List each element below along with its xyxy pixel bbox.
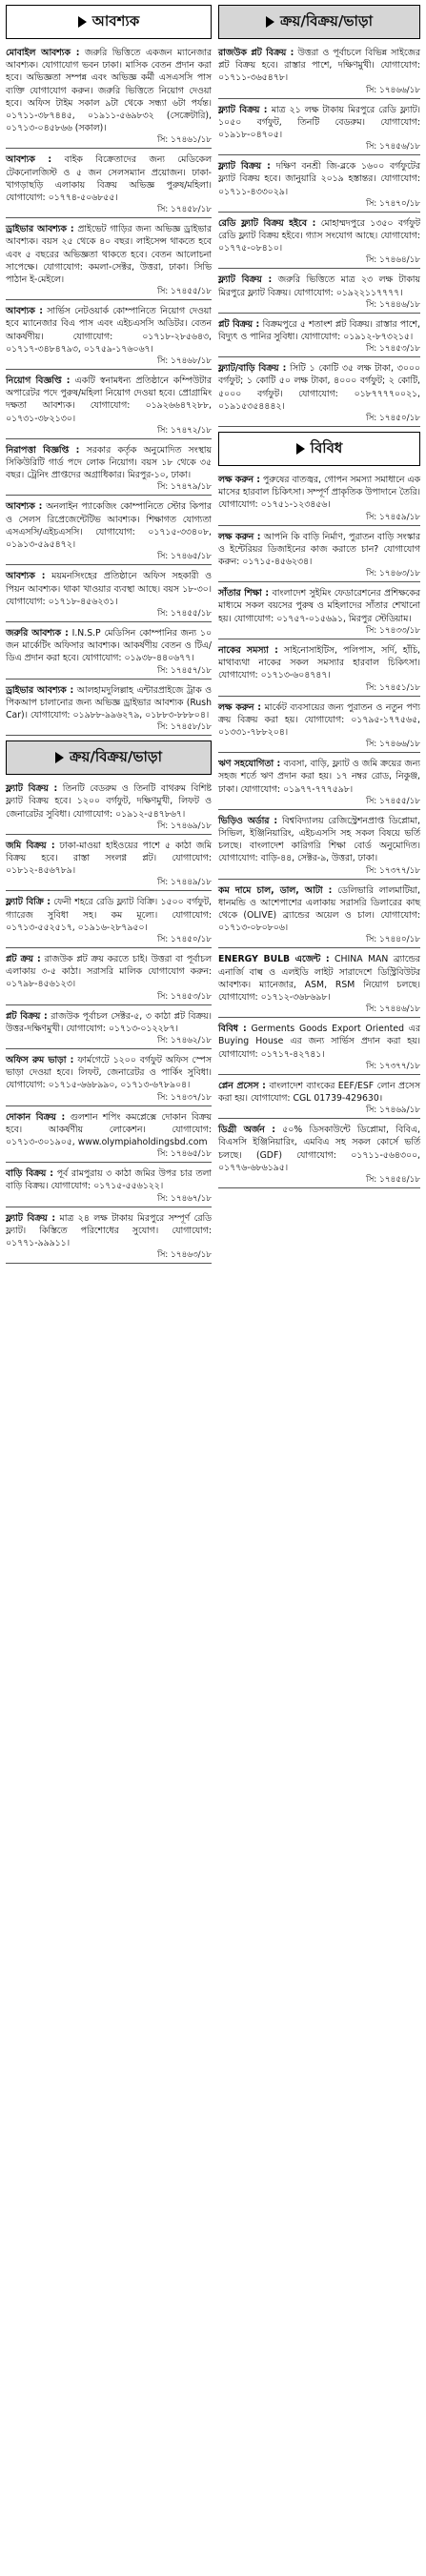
ad-heading: প্লট ক্রয় :	[6, 953, 41, 964]
ad-reference-code: সি: ১৭৪৫৪/১৮	[218, 1174, 420, 1188]
ad-heading: জমি বিক্রয় :	[6, 840, 55, 851]
ad-reference-code: সি: ১৭৪৪৯/১৮	[6, 877, 212, 891]
buy-sell-ads-list	[6, 781, 212, 1264]
ad-reference-code: সি: ১৭৪৭২/১৮	[6, 425, 212, 439]
ad-heading: ফ্ল্যাট/বাড়ি বিক্রয় :	[218, 363, 287, 375]
ad-body: সাইনোসাইটিস, পলিপাস, সর্দি, হাঁচি, মাথাব্যথা নাকের সকল সমস্যার হারবাল চিকিৎসা। যোগাযোগ: ০১৭১৩-৬০৪৭৪৭।	[218, 644, 420, 681]
classified-ad	[6, 1166, 212, 1192]
ad-reference-code: সি: ১৭৪৬৫/১৮	[6, 551, 212, 565]
ad-body: মাত্র ২১ লক্ষ টাকায় মিরপুরে রেডি ফ্ল্যাট। ১০৫০ বর্গফুট, তিনটি বেডরুম। যোগাযোগ: ০১৯১৮-০৪৭০৫।	[218, 104, 420, 141]
arrow-marker-icon	[78, 16, 87, 28]
ad-heading: লক্ষ করুন :	[218, 475, 260, 486]
ad-heading: ড্রাইভার আবশ্যক :	[6, 224, 74, 235]
ad-heading: রাজউক প্লট বিক্রয় :	[218, 48, 294, 58]
ad-heading: বিবিধ :	[218, 1024, 247, 1035]
ad-reference-code: সি: ১৭৪৫৮/১৮	[6, 204, 212, 218]
classified-ad	[218, 472, 420, 512]
classified-ad	[6, 221, 212, 286]
ad-body: সিটি ১ কোটি ৩৫ লক্ষ টাকা, ৩০০০ বর্গফুট; ১ কোটি ৫০ লক্ষ টাকা, ৪০০০ বর্গফুট; ২ কোটি, ৫০০০ বর্গফুট। যোগাযোগ: ০১৮৭৭৭৭০০২১, ০১৯১৫৩৫৪৪৪২।	[218, 363, 420, 412]
ad-body: Germents Goods Export Oriented এর Buying House এর জন্য সার্ভিস প্রদান করা হয়। যোগাযোগ: ০১৭১৭-৪২৭৪১।	[218, 1024, 420, 1060]
ad-body: পুরুষের বাতজ্বর, গোপন সমস্যা সমাধানে এক মাসের হারবাল চিকিৎসা। সম্পূর্ণ প্রাকৃতিক উপাদানে তৈরি। যোগাযোগ: ০১৭৫১-১২৩৪৫৬।	[218, 475, 420, 511]
ad-body: সার্ভিস নেটওয়ার্ক কোম্পানিতে নিয়োগ দেওয়া হবে ম্যানেজার বিএ পাস এবং এইচএসসি অডিটর। বেতন আকর্ষণীয়। যোগাযোগ: ০১৭১৮-২৮৫৬৪৩, ০১৭১৭-৩৪৮৪৭৯৩, ০১৭৫৯-১৭৬০৬৭।	[6, 306, 212, 355]
ad-body: দক্ষিণ বনশ্রী জি-ব্লকে ১৬০০ বর্গফুটের ফ্ল্যাট বিক্রয় হবে। জানুয়ারি ২০১৯ হস্তান্তর। যোগাযোগ: ০১৭১১-৪৩৩০২৯।	[218, 161, 420, 197]
ad-body: একটি স্বনামধন্য প্রতিষ্ঠানে কম্পিউটার অপারেটর পদে পুরুষ/মহিলা নিয়োগ দেওয়া হবে। প্রোগ্রামিং দক্ষতা আবশ্যক। যোগাযোগ: ০১৯২৬৬৪৭২৮৮, ০১৭৩১-৩৮২১৩০।	[6, 375, 212, 424]
ad-body: ময়মনসিংহের প্রতিষ্ঠানে অফিস সহকারী ও পিয়ন আবশ্যক। থাকা খাওয়ার ব্যবস্থা আছে। বয়স ১৮-৩০। যোগাযোগ: ০১৭১৮-৪৫৬২৩১।	[6, 571, 212, 607]
ad-heading: সাঁতার শিক্ষা :	[218, 588, 270, 599]
classified-ad	[6, 303, 212, 355]
ad-reference-code: সি: ১৭৪৬৯/১৮	[218, 1105, 420, 1119]
ad-heading: কম দামে চাল, ডাল, আটা :	[218, 884, 333, 896]
ad-heading: ফ্ল্যাট বিক্রয় :	[6, 1212, 56, 1224]
ad-reference-code: সি: ১৭৪৫৫/১৮	[6, 608, 212, 622]
ad-reference-code: সি: ১৭৪৫৩/১৮	[6, 991, 212, 1005]
classified-ad	[6, 625, 212, 665]
ad-heading: আবশ্যক :	[6, 154, 52, 166]
arrow-marker-icon	[296, 443, 305, 455]
ad-body: মার্কেট ব্যবসায়ের জন্য পুরাতন ও নতুন পণ্য ক্রয় বিক্রয় করা হয়। যোগাযোগ: ০১৭৯৫-১৭৭৫৬৫, ০১৩৩১-৭৮৮২০৪।	[218, 701, 421, 738]
ad-heading: ফ্ল্যাট বিক্রি :	[6, 897, 51, 908]
section-header-buy-sell-rent-right: ক্রয়/বিক্রয়/ভাড়া	[218, 5, 420, 39]
ad-heading: লক্ষ করুন :	[218, 531, 261, 542]
ad-reference-code: সি: ১৭৪৬৪/১৮	[218, 254, 420, 269]
ad-reference-code: সি: ১৭৪৫৯/১৮	[218, 512, 420, 526]
misc-ads-list	[218, 472, 420, 1188]
ad-reference-code: সি: ১৭৪৭৯/১৮	[6, 481, 212, 496]
ad-body: ডেলিভারি লালমাটিয়া, ধানমন্ডি ও আশেপাশের এলাকায় সরাসরি ডিলারের কাছ থেকে (OLIVE) ব্র্যান্ডের অয়েল ও চাল। যোগাযোগ: ০১৭১৩-০৮০৮০৬।	[218, 884, 420, 934]
ad-heading: আবশ্যক :	[6, 571, 46, 582]
ad-body: মাত্র ২৪ লক্ষ টাকায় মিরপুরে সম্পূর্ণ রেডি ফ্ল্যাট। কিস্তিতে পরিশোধের সুযোগ। যোগাযোগ: ০১৭৭১-৯৯৯১১।	[6, 1212, 212, 1248]
ad-heading: মোবাইল আবশ্যক :	[6, 48, 80, 58]
classified-ad	[218, 102, 420, 142]
classified-ad	[6, 838, 212, 878]
classified-ad	[218, 1122, 420, 1174]
ad-body: রাজউক প্লট ক্রয় করতে চাই। উত্তরা বা পূর্বাচল এলাকায় ৩-৫ কাঠা। সরাসরি মালিক যোগাযোগ করুন: ০১৭৯৮-৪৫৬১২৩।	[6, 953, 213, 990]
ad-body: তিনটি বেডরুম ও তিনটি বাথরুম বিশিষ্ট ফ্ল্যাট বিক্রয় হবে। ১২০০ বর্গফুট, দক্ষিণমুখী, লিফট ও জেনারেটর সুবিধা। যোগাযোগ: ০১৯১২-৫৪৭৮৬৭।	[6, 783, 212, 820]
classified-ad	[218, 951, 420, 1004]
classified-ad	[6, 1210, 212, 1250]
ad-body: মোহাম্মদপুরে ১৩৫০ বর্গফুট রেডি ফ্ল্যাট বিক্রয় হইবে। গ্যাস সংযোগ আছে। যোগাযোগ: ০১৭৭৫-০৮৪১০।	[218, 217, 420, 254]
ad-body: ব্যবসা, বাড়ি, ফ্ল্যাট ও জমি ক্রয়ের জন্য সহজ শর্তে ঋণ প্রদান করা হয়। ১৭ নম্বর রোড, নিকুঞ্জ, ঢাকা। যোগাযোগ: ০১৯৭৭-৭৭৭৫৯৮।	[218, 759, 420, 795]
ad-body: রাজউক পূর্বাচল সেক্টর-৫, ৩ কাঠা প্লট বিক্রয়। উত্তর-দক্ষিণমুখী। যোগাযোগ: ০১৭১৩-০১২২৮৭।	[6, 1010, 212, 1034]
classified-ad	[6, 951, 212, 991]
ad-heading: ড্রাইভার আবশ্যক :	[6, 684, 74, 696]
ad-body: আলহামদুলিল্লাহ এন্টারপ্রাইজে ট্রাক ও পিকআপ চালানোর জন্য অভিজ্ঞ ড্রাইভার আবশ্যক (Rush Car)। যোগাযোগ: ০১৯৮৮-৯৯৬২৭৯, ০১৮৮৩-৮৮৮০৪।	[6, 684, 212, 720]
classified-ad	[6, 1109, 212, 1149]
ad-heading: ফ্ল্যাট বিক্রয় :	[218, 104, 268, 115]
ad-reference-code: সি: ১৭৪৬৬/১৮	[218, 739, 420, 753]
ad-body: বাংলাদেশ সুইমিং ফেডারেশনের প্রশিক্ষকের মাধ্যমে সকল বয়সের পুরুষ ও মহিলাদের সাঁতার শেখানো হয়। যোগাযোগ: ০১৭৫৭-০১৫৬৯১, মিরপুর স্টেডিয়াম।	[218, 588, 420, 624]
wanted-ads-list	[6, 45, 212, 736]
ad-reference-code: সি: ১৭৪৫৬/১৮	[218, 141, 420, 155]
section-header-miscellaneous: বিবিধ	[218, 432, 420, 466]
ad-heading: প্লট বিক্রয় :	[6, 1010, 48, 1022]
ad-heading: ভিড়িও অর্ডার :	[218, 815, 278, 826]
classified-ad	[6, 568, 212, 608]
ad-body: গুলশান শপিং কমপ্লেক্সে দোকান বিক্রয় হবে। আকর্ষণীয় লোকেশন। যোগাযোগ: ০১৭১৩-৩০১৯০৫, www.olympiaholdingsbd.com	[6, 1111, 212, 1147]
ad-reference-code: সি: ১৭৪৫৫/১৮	[218, 796, 420, 810]
ad-heading: প্লট বিক্রয় :	[218, 318, 260, 330]
ad-body: আপনি কি বাড়ি নির্মাণ, পুরাতন বাড়ি সংস্কার ও ইন্টেরিয়র ডিজাইনের কাজ করাতে চান? যোগাযোগ করুন: ০১৭১৫-৪৫৬২৩৪।	[218, 531, 420, 568]
ad-body: CHINA MAN ব্র্যান্ডের এনার্জি বাল্ব ও এলইডি লাইট সারাদেশে ডিস্ট্রিবিউটর আবশ্যক। ম্যানেজার, ASM, RSM নিয়োগ চলছে। যোগাযোগ: ০১৭১২-৩৬৮৬৯৮।	[218, 954, 420, 1003]
ad-heading: ফ্ল্যাট বিক্রয় :	[6, 783, 58, 795]
ad-heading: ফ্ল্যাট বিক্রয় :	[218, 161, 271, 172]
ad-reference-code: সি: ১৭৪৪৬/১৮	[218, 299, 420, 314]
classified-ad	[218, 360, 420, 413]
ad-body: ৫০% ডিসকাউন্টে ডিপ্লোমা, বিবিএ, বিএসসি ইঞ্জিনিয়ারিং, এমবিএ সহ সকল কোর্সে ভর্তি চলছে। (GDF) যোগাযোগ: ০১৭১১-৫৬৪৩০০, ০১৭৭৬-৬৮৬১৯৫।	[218, 1125, 420, 1173]
ad-reference-code: সি: ১৭৪৫০/১৮	[218, 413, 420, 427]
ad-reference-code: সি: ১৭৪৫৫/১৮	[6, 286, 212, 300]
ad-body: জরুরি ভিত্তিতে একজন ম্যানেজার আবশ্যক। যোগাযোগ ভবন ঢাকা। মাসিক বেতন প্রদান করা হবে। অভিজ্ঞতা সম্পন্ন এবং অভিজ্ঞ কর্মী এসএসসি পাস ব্যক্তি যোগাযোগ করুন। জরুরি ভিত্তিতে নিয়োগ দেওয়া হবে। অফিস টাইম সকাল ৯টা থেকে সন্ধ্যা ৬টা পর্যন্ত। ০১৭১১-৩৮৭৪৪৫, ০১৯১১-৫৬৯৮৩২ (সেক্রেটারি), ০১৭১৩-০৪৫৮৬৬ (সকাল)।	[6, 48, 212, 134]
ad-heading: অফিস রুম ভাড়া :	[6, 1054, 74, 1065]
ad-body: বিক্রমপুরে ৫ শতাংশ প্লট বিক্রয়। রাস্তার পাশে, বিদ্যুৎ ও পানির সুবিধা। যোগাযোগ: ০১৯১২-৮৭৩২১৫।	[218, 318, 420, 343]
ad-reference-code: সি: ১৭৪৬৭/১৮	[6, 1193, 212, 1207]
right-column	[218, 0, 420, 1191]
ad-body: সরকার কর্তৃক অনুমোদিত সংস্থায় সিকিউরিটি গার্ড পদে লোক নিয়োগ। বয়স ১৮ থেকে ৩৫ বছর। ট্রেনিং প্রাপ্তদের অগ্রাধিকার। মিরপুর-১০, ঢাকা।	[6, 444, 212, 481]
classified-ad	[6, 45, 212, 134]
ad-reference-code: সি: ১৭৪৬৯/১৮	[6, 821, 212, 835]
ad-heading: দোকান বিক্রয় :	[6, 1111, 66, 1123]
classified-ad	[6, 373, 212, 425]
ad-body: বাংলাদেশ ব্যাংকের EEF/ESF লোন প্রসেস করা হয়। যোগাযোগ: CGL 01739-429630।	[218, 1080, 420, 1104]
classified-ad	[218, 882, 420, 935]
classified-ad	[218, 642, 420, 682]
classified-ad	[218, 45, 420, 85]
ad-body: জরুরি ভিত্তিতে মাত্র ২৩ লক্ষ টাকায় মিরপুরে ফ্ল্যাট বিক্রয়। যোগাযোগ: ০১৯২২১১৭৭৭৭।	[218, 274, 420, 298]
ad-reference-code: সি: ১৭৪৫০/১৮	[6, 934, 212, 948]
ad-body: I.N.S.P মেডিসিন কোম্পানির জন্য ১০ জন মার্কেটিং অফিসার আবশ্যক। আকর্ষণীয় বেতন ও টিএ/ডিএ প্রদান করা হবে। যোগাযোগ: ০১৯৩৮-৪৪০৬৭৭।	[6, 627, 212, 664]
ad-heading: লক্ষ করুন :	[218, 701, 262, 713]
ad-reference-code: সি: ১৭৪৬৬/১৮	[218, 85, 420, 99]
classified-ad	[6, 894, 212, 934]
classified-ad	[6, 152, 212, 204]
ad-heading: রেডি ফ্ল্যাট বিক্রয় হইবে :	[218, 217, 316, 229]
ad-reference-code: সি: ১৭৪৬৩/১৮	[6, 1249, 212, 1264]
ad-heading: ডিগ্রী অর্জন :	[218, 1125, 275, 1136]
ad-reference-code: সি: ১৭৪৫৮/১৮	[6, 721, 212, 736]
classified-ad	[218, 700, 420, 740]
ad-heading: জরুরি আবশ্যক :	[6, 627, 69, 639]
ad-reference-code: সি: ১৭৪৬১/১৮	[6, 134, 212, 149]
ad-reference-code: সি: ১৭৩৭৭/১৮	[218, 1061, 420, 1075]
ad-body: অনলাইন প্যাকেজিং কোম্পানিতে স্টোর কিপার ও সেলস রিপ্রেজেন্টেটিভ আবশ্যক। শিক্ষাগত যোগ্যতা এসএসসি/এইচএসসি। যোগাযোগ: ০১৭১৫-৩৩৪০৮, ০১৯১৩-৫৯৫৪৭২।	[6, 501, 212, 551]
ad-reference-code: সি: ১৭৪৩৩/১৮	[218, 625, 420, 639]
classified-ad	[6, 442, 212, 482]
ad-heading: নিয়োগ বিজ্ঞপ্তি :	[6, 375, 71, 387]
ad-reference-code: সি: ১৭৪৫৩/১৮	[218, 343, 420, 357]
ad-reference-code: সি: ১৭৪৬২/১৮	[6, 1035, 212, 1049]
ad-reference-code: সি: ১৭৪৬৩/১৮	[218, 568, 420, 582]
ad-heading: আবশ্যক :	[6, 501, 43, 513]
ad-body: ফার্মগেটে ১২০০ বর্গফুট অফিস স্পেস ভাড়া দেওয়া হবে। লিফট, জেনারেটর ও পার্কিং সুবিধা। যোগাযোগ: ০১৭১৫-৬৬৮৯৯০, ০১৭১৩-৬৭৮৯০৪।	[6, 1054, 212, 1091]
classified-ad	[6, 1052, 212, 1092]
section-header-buy-sell-rent: ক্রয়/বিক্রয়/ভাড়া	[6, 740, 212, 775]
ad-reference-code: সি: ১৭৩৭৭/১৮	[218, 865, 420, 880]
ad-reference-code: সি: ১৭৪৩৭/১৮	[6, 1092, 212, 1106]
ad-heading: ফ্ল্যাট বিক্রয় :	[218, 274, 273, 286]
ad-body: উত্তরা ও পূর্বাচলে বিভিন্ন সাইজের প্লট বিক্রয় হবে। রাস্তার পাশে, দক্ষিণমুখী। যোগাযোগ: ০১৭১১-৩৬৫৪৭৮।	[218, 48, 420, 84]
ad-reference-code: সি: ১৭৪৪০/১৮	[218, 934, 420, 948]
ad-body: প্রাইভেট গাড়ির জন্য অভিজ্ঞ ড্রাইভার আবশ্যক। বয়স ২৫ থেকে ৪০ বছর। লাইসেন্স থাকতে হবে এবং ৫ বছরের অভিজ্ঞতা থাকতে হবে। বেতন আলোচনা সাপেক্ষে। যোগাযোগ: কমলা-সেক্টর, উত্তরা, ঢাকা। সিভি পাঠান ই-মেইলে।	[6, 224, 212, 286]
ad-heading: ঋণ সহযোগিতা :	[218, 759, 281, 770]
ad-body: পূর্ব রামপুরায় ৩ কাঠা জমির উপর চার তলা বাড়ি বিক্রয়। যোগাযোগ: ০১৭১৫-৫৫৬১২২।	[6, 1168, 212, 1192]
classified-ad	[218, 756, 420, 796]
classified-ad	[218, 215, 420, 255]
section-header-wanted: আবশ্যক	[6, 5, 212, 39]
classified-ad	[218, 316, 420, 343]
ad-body: বিশ্ববিদ্যালয় রেজিস্ট্রেশনপ্রাপ্ত ডিপ্লোমা, সিভিল, ইঞ্জিনিয়ারিং, এইচএসসি সহ সকল বিষয়ে ভর্তি চলছে। বাংলাদেশ কারিগরি শিক্ষা বোর্ড অনুমোদিত। যোগাযোগ: বাড়ি-৪৪, সেক্টর-৯, উত্তরা, ঢাকা।	[218, 815, 420, 864]
ad-heading: আবশ্যক :	[6, 306, 43, 317]
classified-ad	[218, 1021, 420, 1061]
ad-heading: ENERGY BULB এজেন্ট :	[218, 954, 330, 965]
ad-heading: প্লেন প্রসেস :	[218, 1080, 266, 1091]
arrow-marker-icon	[55, 752, 64, 763]
classified-ad	[218, 529, 420, 569]
classified-ad	[6, 682, 212, 722]
ad-heading: নাকের সমস্যা :	[218, 644, 278, 656]
classified-ad	[218, 585, 420, 625]
ad-heading: নিরাপত্তা বিজ্ঞপ্তি :	[6, 444, 80, 456]
classified-ad	[218, 272, 420, 298]
ad-body: ঢাকা-মাওয়া হাইওয়ের পাশে ৫ কাঠা জমি বিক্রয় হবে। রাস্তা সংলগ্ন প্লট। যোগাযোগ: ০১৮১২-৪৫৬৭৮৯।	[6, 840, 212, 877]
arrow-marker-icon	[266, 16, 274, 28]
classified-ad	[218, 1078, 420, 1105]
ad-body: ফেনী শহরে রেডি ফ্ল্যাট বিক্রি। ১৫০০ বর্গফুট, গ্যারেজ সুবিধা সহ। কম মূল্যে। যোগাযোগ: ০১৭১৩-৫৫২৫১৭, ০১৯১৬-২৮৭৯৫০।	[6, 897, 212, 933]
ad-reference-code: সি: ১৭৪৭০/১৮	[218, 198, 420, 213]
classified-ad	[6, 781, 212, 821]
property-ads-list	[218, 45, 420, 427]
ad-reference-code: সি: ১৭৪৪৬/১৮	[218, 1004, 420, 1018]
classified-ad	[6, 498, 212, 551]
ad-body: বাইক বিক্রেতাদের জন্য মেডিকেল টেকনোলজিস্ট ও ৫ জন সেলসম্যান প্রয়োজন। ঢাকা-খাগড়াছড়ি এলাকায় বিক্রয় অভিজ্ঞ পুরুষ/মহিলা। যোগাযোগ: ০১৭৭৪-৫০৬৮৫৫।	[6, 154, 212, 204]
ad-reference-code: সি: ১৭৪৫৭/১৮	[6, 665, 212, 679]
ad-reference-code: সি: ১৭৪৬৫/১৮	[6, 1148, 212, 1163]
classified-ad	[218, 813, 420, 865]
classified-ad	[6, 1008, 212, 1035]
ad-reference-code: সি: ১৭৪৬৮/১৮	[6, 355, 212, 370]
ad-reference-code: সি: ১৭৪৫১/১৮	[218, 682, 420, 697]
ad-heading: বাড়ি বিক্রয় :	[6, 1168, 53, 1180]
left-column	[6, 0, 212, 1267]
classified-ad	[218, 158, 420, 198]
